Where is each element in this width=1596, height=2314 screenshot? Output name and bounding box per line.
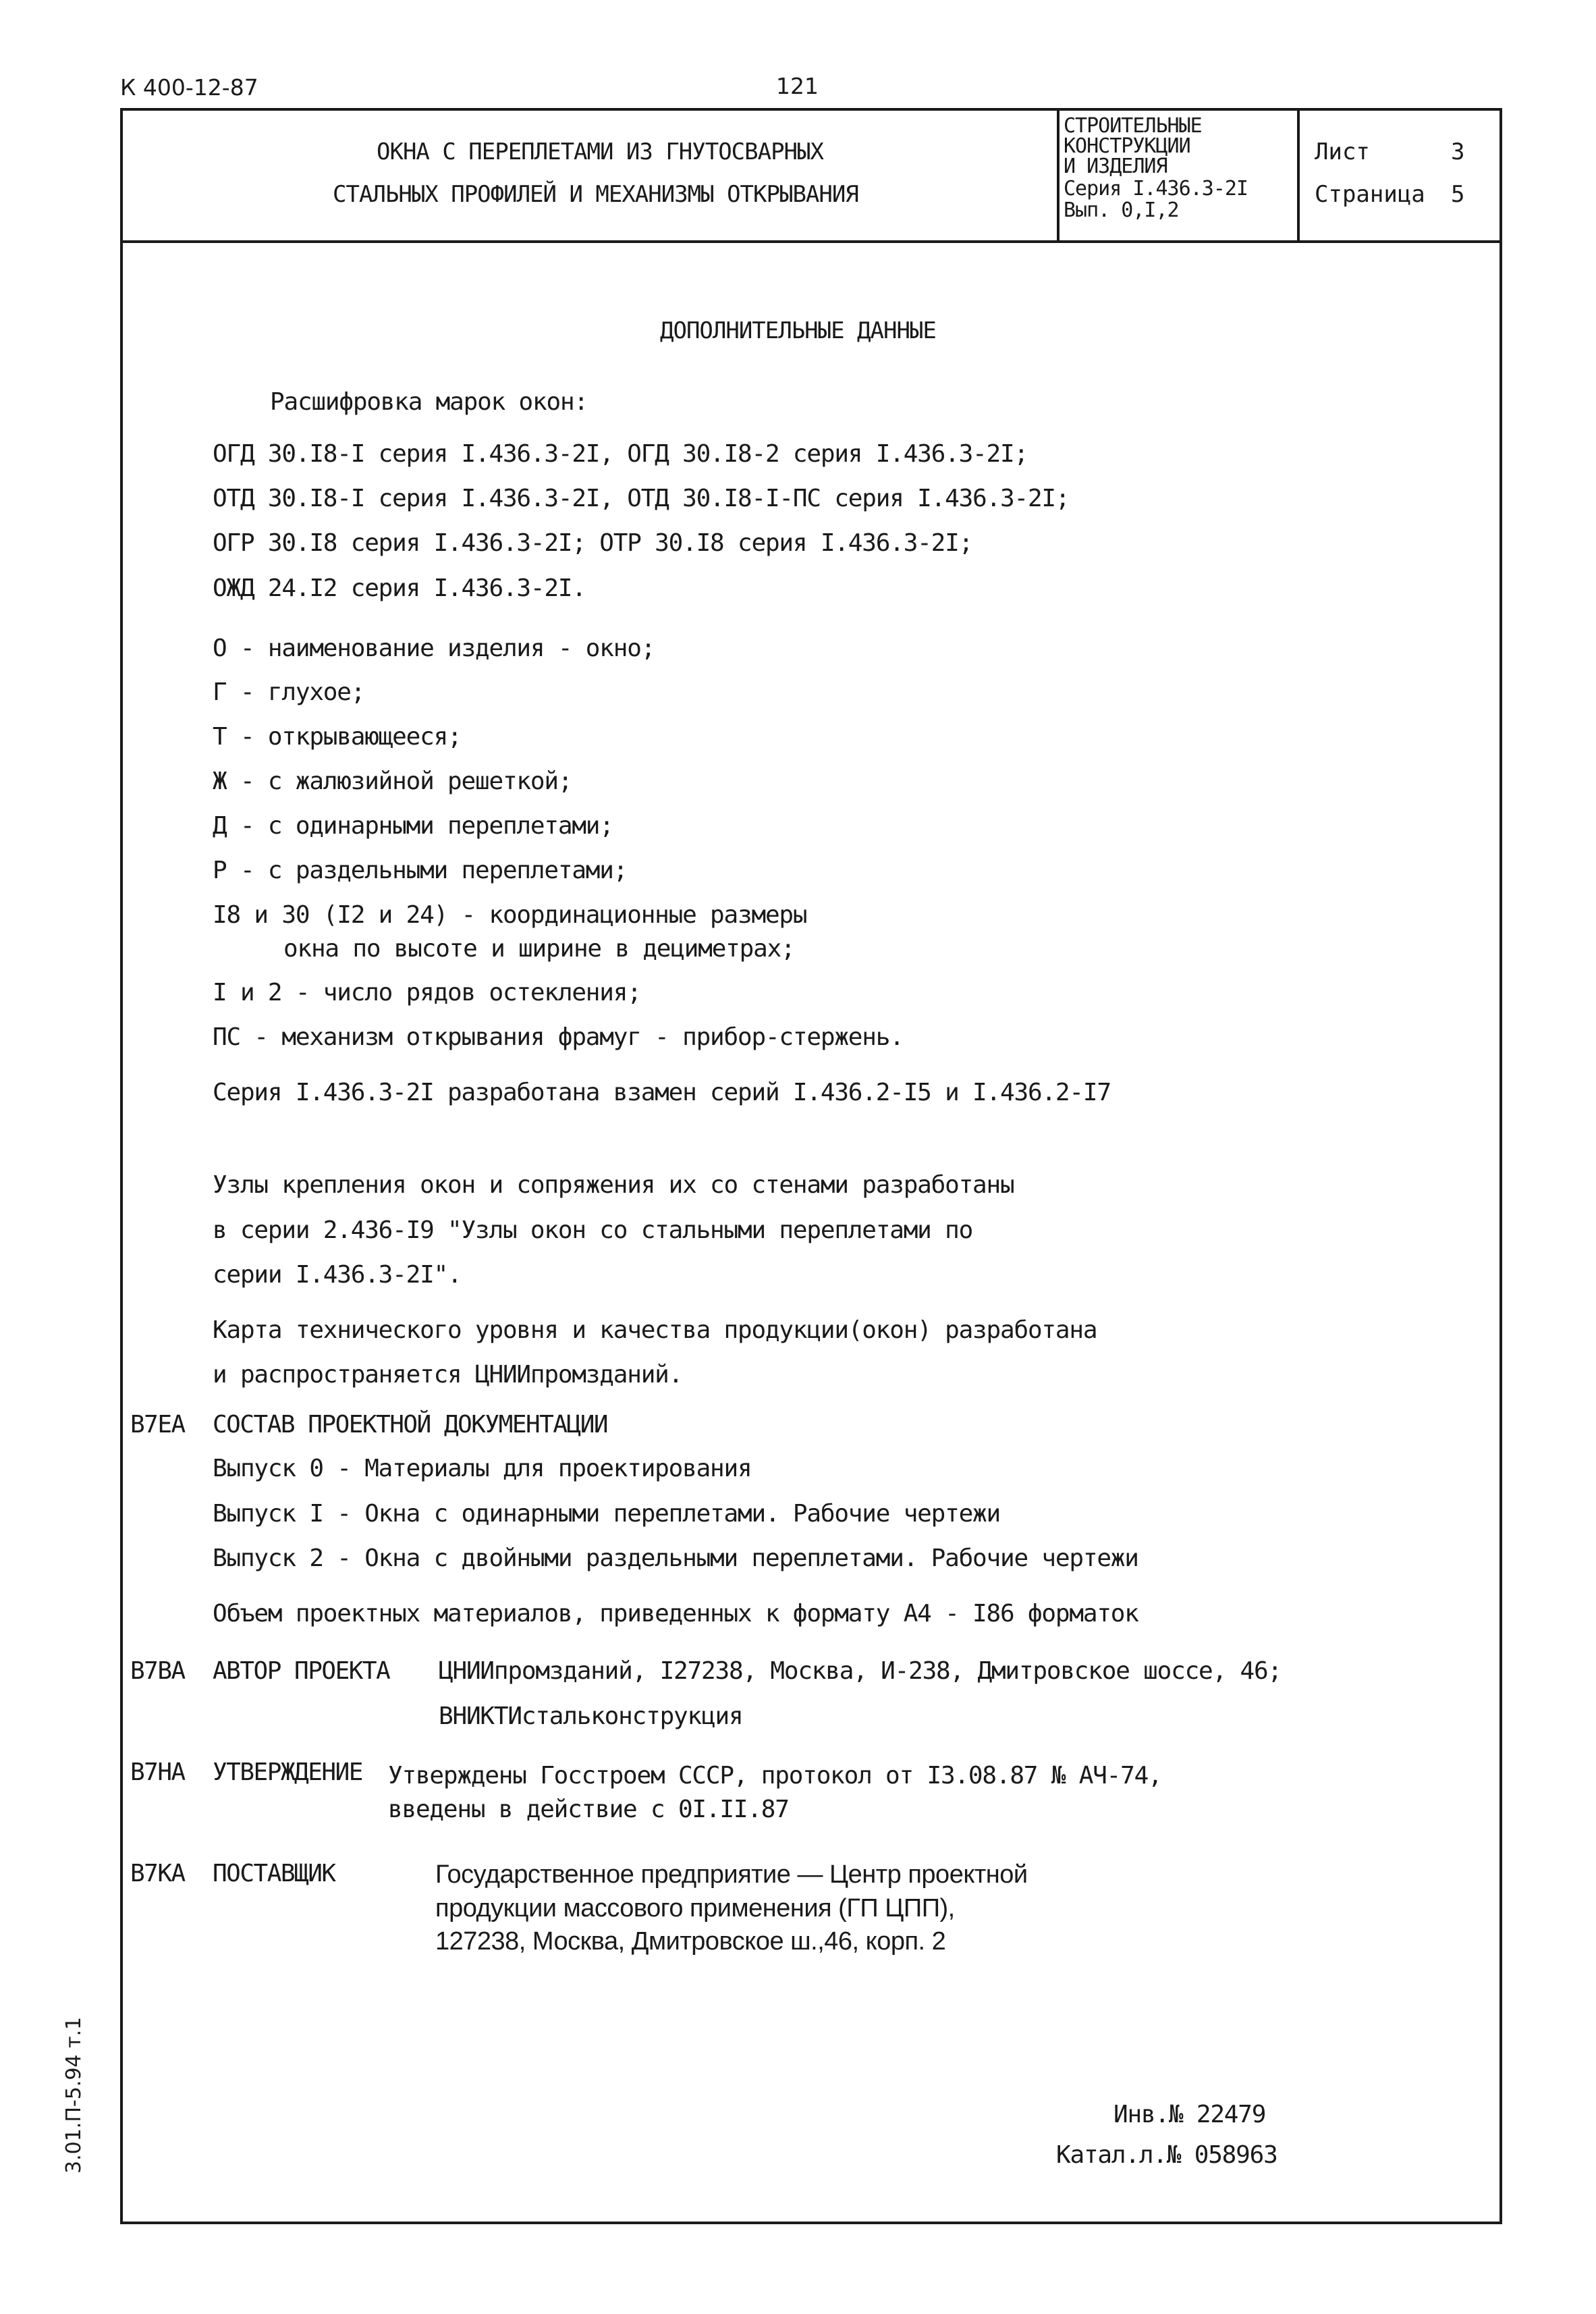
title-block (120, 108, 1502, 243)
title-line-1: ОКНА С ПЕРЕПЛЕТАМИ ИЗ ГНУТОСВАРНЫХ (377, 138, 823, 165)
map-text: Карта технического уровня и качества продукции(окон) разработана (213, 1316, 1097, 1344)
legend-line: I и 2 - число рядов остекления; (213, 979, 641, 1006)
sheet-label: Лист (1315, 138, 1370, 165)
category-line: КОНСТРУКЦИИ (1064, 134, 1190, 158)
document-code: К 400-12-87 (120, 74, 258, 101)
sheet-value: 3 (1451, 138, 1465, 165)
supplier-line: 127238, Москва, Дмитровское ш.,46, корп. 2 (435, 1927, 946, 1956)
legend-line: Р - с раздельными переплетами; (213, 857, 628, 884)
legend-line: О - наименование изделия - окно; (213, 635, 655, 662)
author-line: ЦНИИпромзданий, I27238, Москва, И-238, Дмитровское шоссе, 46; (439, 1657, 1282, 1685)
category-line: И ИЗДЕЛИЯ (1064, 155, 1167, 178)
nodes-text: в серии 2.436-I9 "Узлы окон со стальными переплетами по (213, 1216, 973, 1244)
record-label: СОСТАВ ПРОЕКТНОЙ ДОКУМЕНТАЦИИ (213, 1411, 608, 1438)
catalog-number: Катал.л.№ 058963 (1056, 2141, 1277, 2169)
supplier-line: продукции массового применения (ГП ЦПП), (435, 1894, 955, 1922)
record-label: ПОСТАВЩИК (213, 1860, 335, 1887)
issue-line: Вып. 0,I,2 (1064, 198, 1179, 222)
composition-line: Выпуск I - Окна с одинарными переплетами. Рабочие чертежи (213, 1500, 1001, 1528)
volume-line: Объем проектных материалов, приведенных к формату А4 - I86 форматок (213, 1600, 1138, 1627)
mark-line: ОЖД 24.I2 серия I.436.3-2I. (213, 574, 586, 602)
composition-line: Выпуск 2 - Окна с двойными раздельными переплетами. Рабочие чертежи (213, 1544, 1138, 1572)
decoding-heading: Расшифровка марок окон: (270, 388, 588, 416)
legend-line: Д - с одинарными переплетами; (213, 812, 613, 840)
approval-line: введены в действие с 0I.II.87 (388, 1796, 789, 1823)
record-code: В7КА (130, 1860, 185, 1887)
section-title: ДОПОЛНИТЕЛЬНЫЕ ДАННЫЕ (660, 317, 936, 344)
legend-line: окна по высоте и ширине в дециметрах; (283, 935, 795, 963)
legend-line: ПС - механизм открывания фрамуг - прибор-стержень. (213, 1023, 904, 1051)
legend-line: I8 и 30 (I2 и 24) - координационные размеры (213, 901, 807, 929)
record-code: В7ВА (130, 1657, 185, 1685)
map-text: и распространяется ЦНИИпромзданий. (213, 1361, 683, 1389)
page-number: 121 (776, 73, 819, 99)
approval-line: Утверждены Госстроем СССР, протокол от I3.08.87 № АЧ-74, (388, 1762, 1162, 1790)
record-code: В7ЕА (130, 1411, 185, 1438)
legend-line: Ж - с жалюзийной решеткой; (213, 768, 572, 795)
title-line-2: СТАЛЬНЫХ ПРОФИЛЕЙ И МЕХАНИЗМЫ ОТКРЫВАНИЯ (333, 181, 858, 208)
author-line: ВНИКТИстальконструкция (439, 1702, 743, 1730)
nodes-text: Узлы крепления окон и сопряжения их со стенами разработаны (213, 1171, 1014, 1199)
nodes-text: серии I.436.3-2I". (213, 1261, 462, 1289)
title-block-divider (1057, 108, 1060, 240)
page-label: Страница (1315, 181, 1425, 208)
side-mark: 3.01.П-5.94 т.1 (62, 2016, 86, 2174)
page-value: 5 (1451, 181, 1465, 208)
composition-line: Выпуск 0 - Материалы для проектирования (213, 1455, 752, 1482)
inventory-number: Инв.№ 22479 (1113, 2101, 1266, 2128)
category-line: СТРОИТЕЛЬНЫЕ (1064, 114, 1202, 138)
series-note: Серия I.436.3-2I разработана взамен серий I.436.2-I5 и I.436.2-I7 (213, 1079, 1111, 1106)
title-block-divider (1297, 108, 1300, 240)
series-line: Серия I.436.3-2I (1064, 177, 1248, 200)
mark-line: ОГД 30.I8-I серия I.436.3-2I, ОГД 30.I8-2 серия I.436.3-2I; (213, 440, 1028, 468)
mark-line: ОТД 30.I8-I серия I.436.3-2I, ОТД 30.I8-I-ПС серия I.436.3-2I; (213, 485, 1070, 512)
mark-line: ОГР 30.I8 серия I.436.3-2I; ОТР 30.I8 серия I.436.3-2I; (213, 529, 973, 557)
supplier-line: Государственное предприятие — Центр проектной (435, 1860, 1028, 1889)
legend-line: Т - открывающееся; (213, 723, 462, 751)
record-code: В7НА (130, 1758, 185, 1786)
legend-line: Г - глухое; (213, 678, 365, 706)
record-label: УТВЕРЖДЕНИЕ (213, 1758, 362, 1786)
record-label: АВТОР ПРОЕКТА (213, 1657, 390, 1685)
